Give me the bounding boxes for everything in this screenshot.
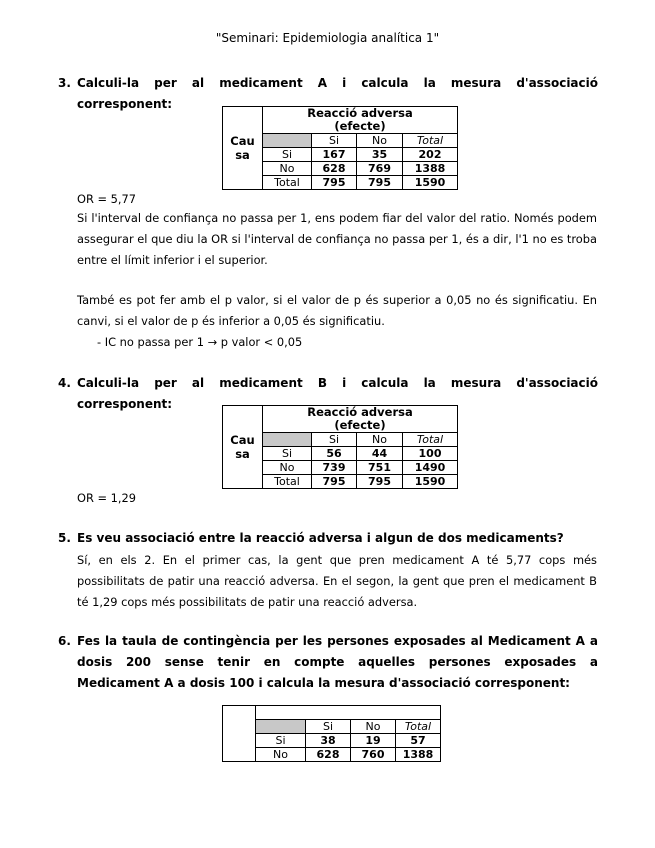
question-text: Calculi-la per al medicament A i calcula la mesura d'associació corresponent: bbox=[77, 76, 598, 111]
row-label: No bbox=[263, 162, 312, 176]
cell-total: 1490 bbox=[403, 461, 458, 475]
contingency-table-a bbox=[222, 106, 458, 190]
row-label: Total bbox=[263, 475, 312, 489]
question-text: Es veu associació entre la reacció adversa i algun de dos medicaments? bbox=[77, 531, 564, 545]
cell-total: 57 bbox=[396, 734, 441, 748]
cell-si: 56 bbox=[312, 447, 357, 461]
contingency-table-b bbox=[222, 405, 458, 489]
cell-si: 167 bbox=[312, 148, 357, 162]
row-label: No bbox=[256, 748, 306, 762]
cell-si: 739 bbox=[312, 461, 357, 475]
cell-si: 38 bbox=[306, 734, 351, 748]
table-row bbox=[223, 748, 441, 762]
answer-5: Sí, en els 2. En el primer cas, la gent que pren medicament A té 5,77 cops més possibilitats de patir una reacció adversa. En el segon, la gent que pren el medicament B té 1,29 cops més possibilitats de patir una reacció adversa. bbox=[77, 553, 597, 609]
cell-total: 100 bbox=[403, 447, 458, 461]
causa-label-1: Cau bbox=[230, 433, 255, 447]
cell-si: 795 bbox=[312, 176, 357, 190]
cell-no: 19 bbox=[351, 734, 396, 748]
table-title-2: (efecte) bbox=[334, 418, 386, 432]
question-number: 4. bbox=[58, 376, 71, 390]
cell-no: 795 bbox=[357, 475, 403, 489]
page-header: "Seminari: Epidemiologia analítica 1" bbox=[215, 31, 440, 45]
col-header-total: Total bbox=[403, 433, 458, 447]
table-row bbox=[223, 734, 441, 748]
table-title bbox=[256, 706, 441, 720]
col-header-si: Si bbox=[312, 134, 357, 148]
causa-label-2: sa bbox=[235, 148, 250, 162]
question-text: Calculi-la per al medicament B i calcula la mesura d'associació corresponent: bbox=[77, 376, 598, 411]
question-number: 5. bbox=[58, 531, 71, 545]
col-header-si: Si bbox=[312, 433, 357, 447]
causa-label-2: sa bbox=[235, 447, 250, 461]
odds-ratio-b: OR = 1,29 bbox=[77, 491, 137, 505]
cell-no: 44 bbox=[357, 447, 403, 461]
cell-no: 795 bbox=[357, 176, 403, 190]
question-5 bbox=[58, 528, 598, 549]
causa-label-1: Cau bbox=[230, 134, 255, 148]
col-header-total: Total bbox=[396, 720, 441, 734]
row-label: Si bbox=[263, 447, 312, 461]
row-label: Si bbox=[256, 734, 306, 748]
table-title-1: Reacció adversa bbox=[307, 106, 413, 120]
paragraph-confidence: Si l'interval de confiança no passa per 1, ens podem fiar del valor del ratio. Només podem assegurar el que diu la OR si l'interval de confiança no passa per 1, és a dir, l'1 no es troba entre el límit inferior i el superior. bbox=[77, 211, 597, 267]
col-header-si: Si bbox=[306, 720, 351, 734]
col-header-no: No bbox=[357, 134, 403, 148]
table-title bbox=[263, 406, 458, 420]
table-subtitle bbox=[263, 419, 458, 433]
table-causa-cell bbox=[223, 706, 256, 762]
paragraph-p-value: També es pot fer amb el p valor, si el valor de p és superior a 0,05 no és significatiu. En canvi, si el valor de p és inferior a 0,05 és significatiu. bbox=[77, 293, 597, 328]
col-header-no: No bbox=[351, 720, 396, 734]
cell-no: 760 bbox=[351, 748, 396, 762]
col-header-no: No bbox=[357, 433, 403, 447]
question-6 bbox=[58, 631, 598, 694]
contingency-table-dose bbox=[222, 705, 441, 762]
cell-si: 628 bbox=[312, 162, 357, 176]
cell-si: 795 bbox=[312, 475, 357, 489]
cell-no: 751 bbox=[357, 461, 403, 475]
question-text: Fes la taula de contingència per les persones exposades al Medicament A a dosis 200 sense tenir en compte aquelles persones exposades a Medicament A a dosis 100 i calcula la mesura d'associació corresponent: bbox=[77, 634, 598, 690]
question-number: 6. bbox=[58, 634, 71, 648]
table-title-2: (efecte) bbox=[334, 119, 386, 133]
table-title-1: Reacció adversa bbox=[307, 405, 413, 419]
table-subtitle bbox=[263, 120, 458, 134]
row-label: No bbox=[263, 461, 312, 475]
cell-total: 1590 bbox=[403, 475, 458, 489]
cell-si: 628 bbox=[306, 748, 351, 762]
table-causa-cell bbox=[223, 406, 263, 489]
question-number: 3. bbox=[58, 76, 71, 90]
odds-ratio-a: OR = 5,77 bbox=[77, 192, 137, 206]
cell-total: 1388 bbox=[396, 748, 441, 762]
cell-total: 1388 bbox=[403, 162, 458, 176]
bullet-ic: - IC no passa per 1 → p valor < 0,05 bbox=[97, 335, 303, 349]
table-corner bbox=[256, 720, 306, 734]
row-label: Si bbox=[263, 148, 312, 162]
table-corner bbox=[263, 134, 312, 148]
cell-total: 1590 bbox=[403, 176, 458, 190]
cell-total: 202 bbox=[403, 148, 458, 162]
table-causa-cell bbox=[223, 107, 263, 190]
cell-no: 769 bbox=[357, 162, 403, 176]
col-header-total: Total bbox=[403, 134, 458, 148]
table-title bbox=[263, 107, 458, 121]
row-label: Total bbox=[263, 176, 312, 190]
table-corner bbox=[263, 433, 312, 447]
cell-no: 35 bbox=[357, 148, 403, 162]
